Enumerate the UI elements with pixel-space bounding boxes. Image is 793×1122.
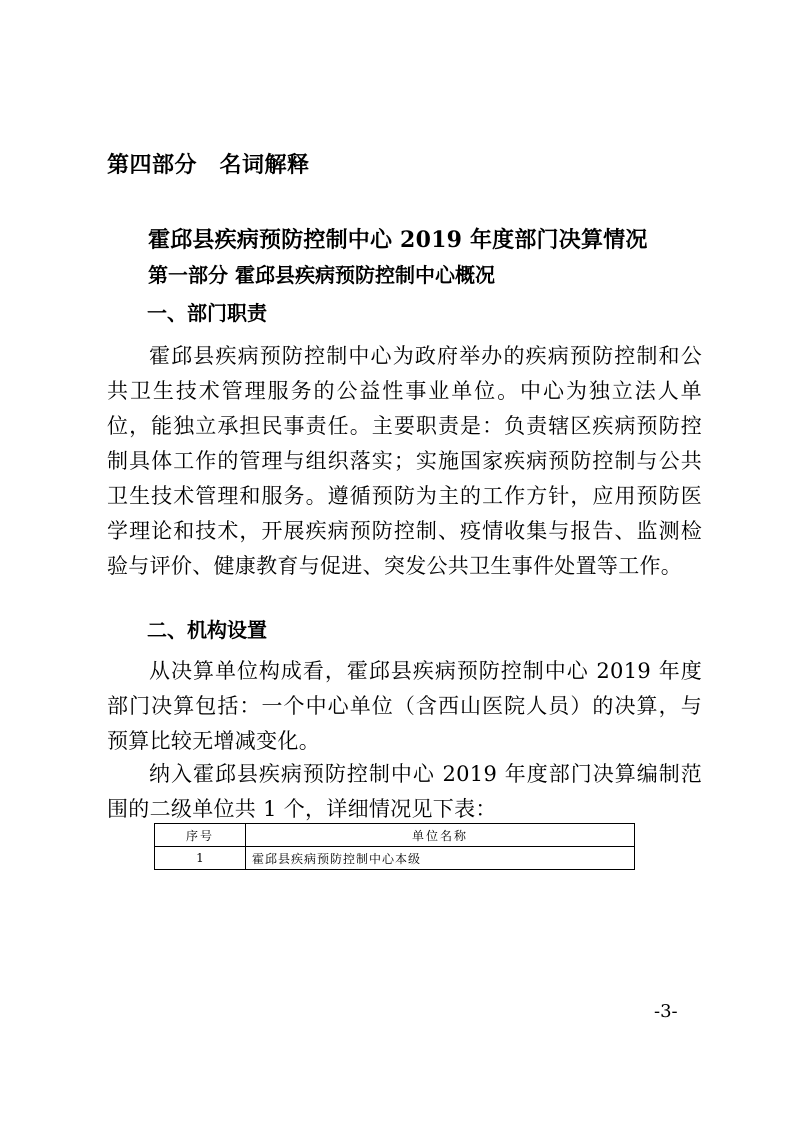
document-title: 霍邱县疾病预防控制中心 2019 年度部门决算情况 — [148, 227, 648, 253]
part-one-heading: 第一部分 霍邱县疾病预防控制中心概况 — [148, 263, 495, 287]
table-cell-unit-name: 霍邱县疾病预防控制中心本级 — [246, 847, 635, 870]
paragraph-organization: 从决算单位构成看，霍邱县疾病预防控制中心 2019 年度部门决算包括：一个中心单位（含西山医院人员）的决算，与预算比较无增减变化。 — [107, 659, 702, 753]
units-table — [154, 823, 635, 870]
page-number: -3- — [654, 1001, 678, 1022]
sub-heading-department-duties: 一、部门职责 — [147, 301, 267, 325]
paragraph-units-scope: 纳入霍邱县疾病预防控制中心 2019 年度部门决算编制范围的二级单位共 1 个，详细情况见下表： — [107, 762, 702, 821]
table-row — [155, 847, 635, 870]
table-header-index: 序号 — [155, 824, 246, 847]
table-header-unit-name: 单位名称 — [246, 824, 635, 847]
section-heading: 第四部分 名词解释 — [107, 152, 310, 178]
paragraph-duties: 霍邱县疾病预防控制中心为政府举办的疾病预防控制和公共卫生技术管理服务的公益性事业单位。中心为独立法人单位，能独立承担民事责任。主要职责是：负责辖区疾病预防控制具体工作的管理与组织落实；实施国家疾病预防控制与公共卫生技术管理和服务。遵循预防为主的工作方针，应用预防医学理论和技术，开展疾病预防控制、疫情收集与报告、监测检验与评价、健康教育与促进、突发公共卫生事件处置等工作。 — [107, 344, 702, 578]
table-header-row — [155, 824, 635, 847]
table-cell-index: 1 — [155, 847, 246, 870]
sub-heading-organization: 二、机构设置 — [147, 618, 267, 642]
